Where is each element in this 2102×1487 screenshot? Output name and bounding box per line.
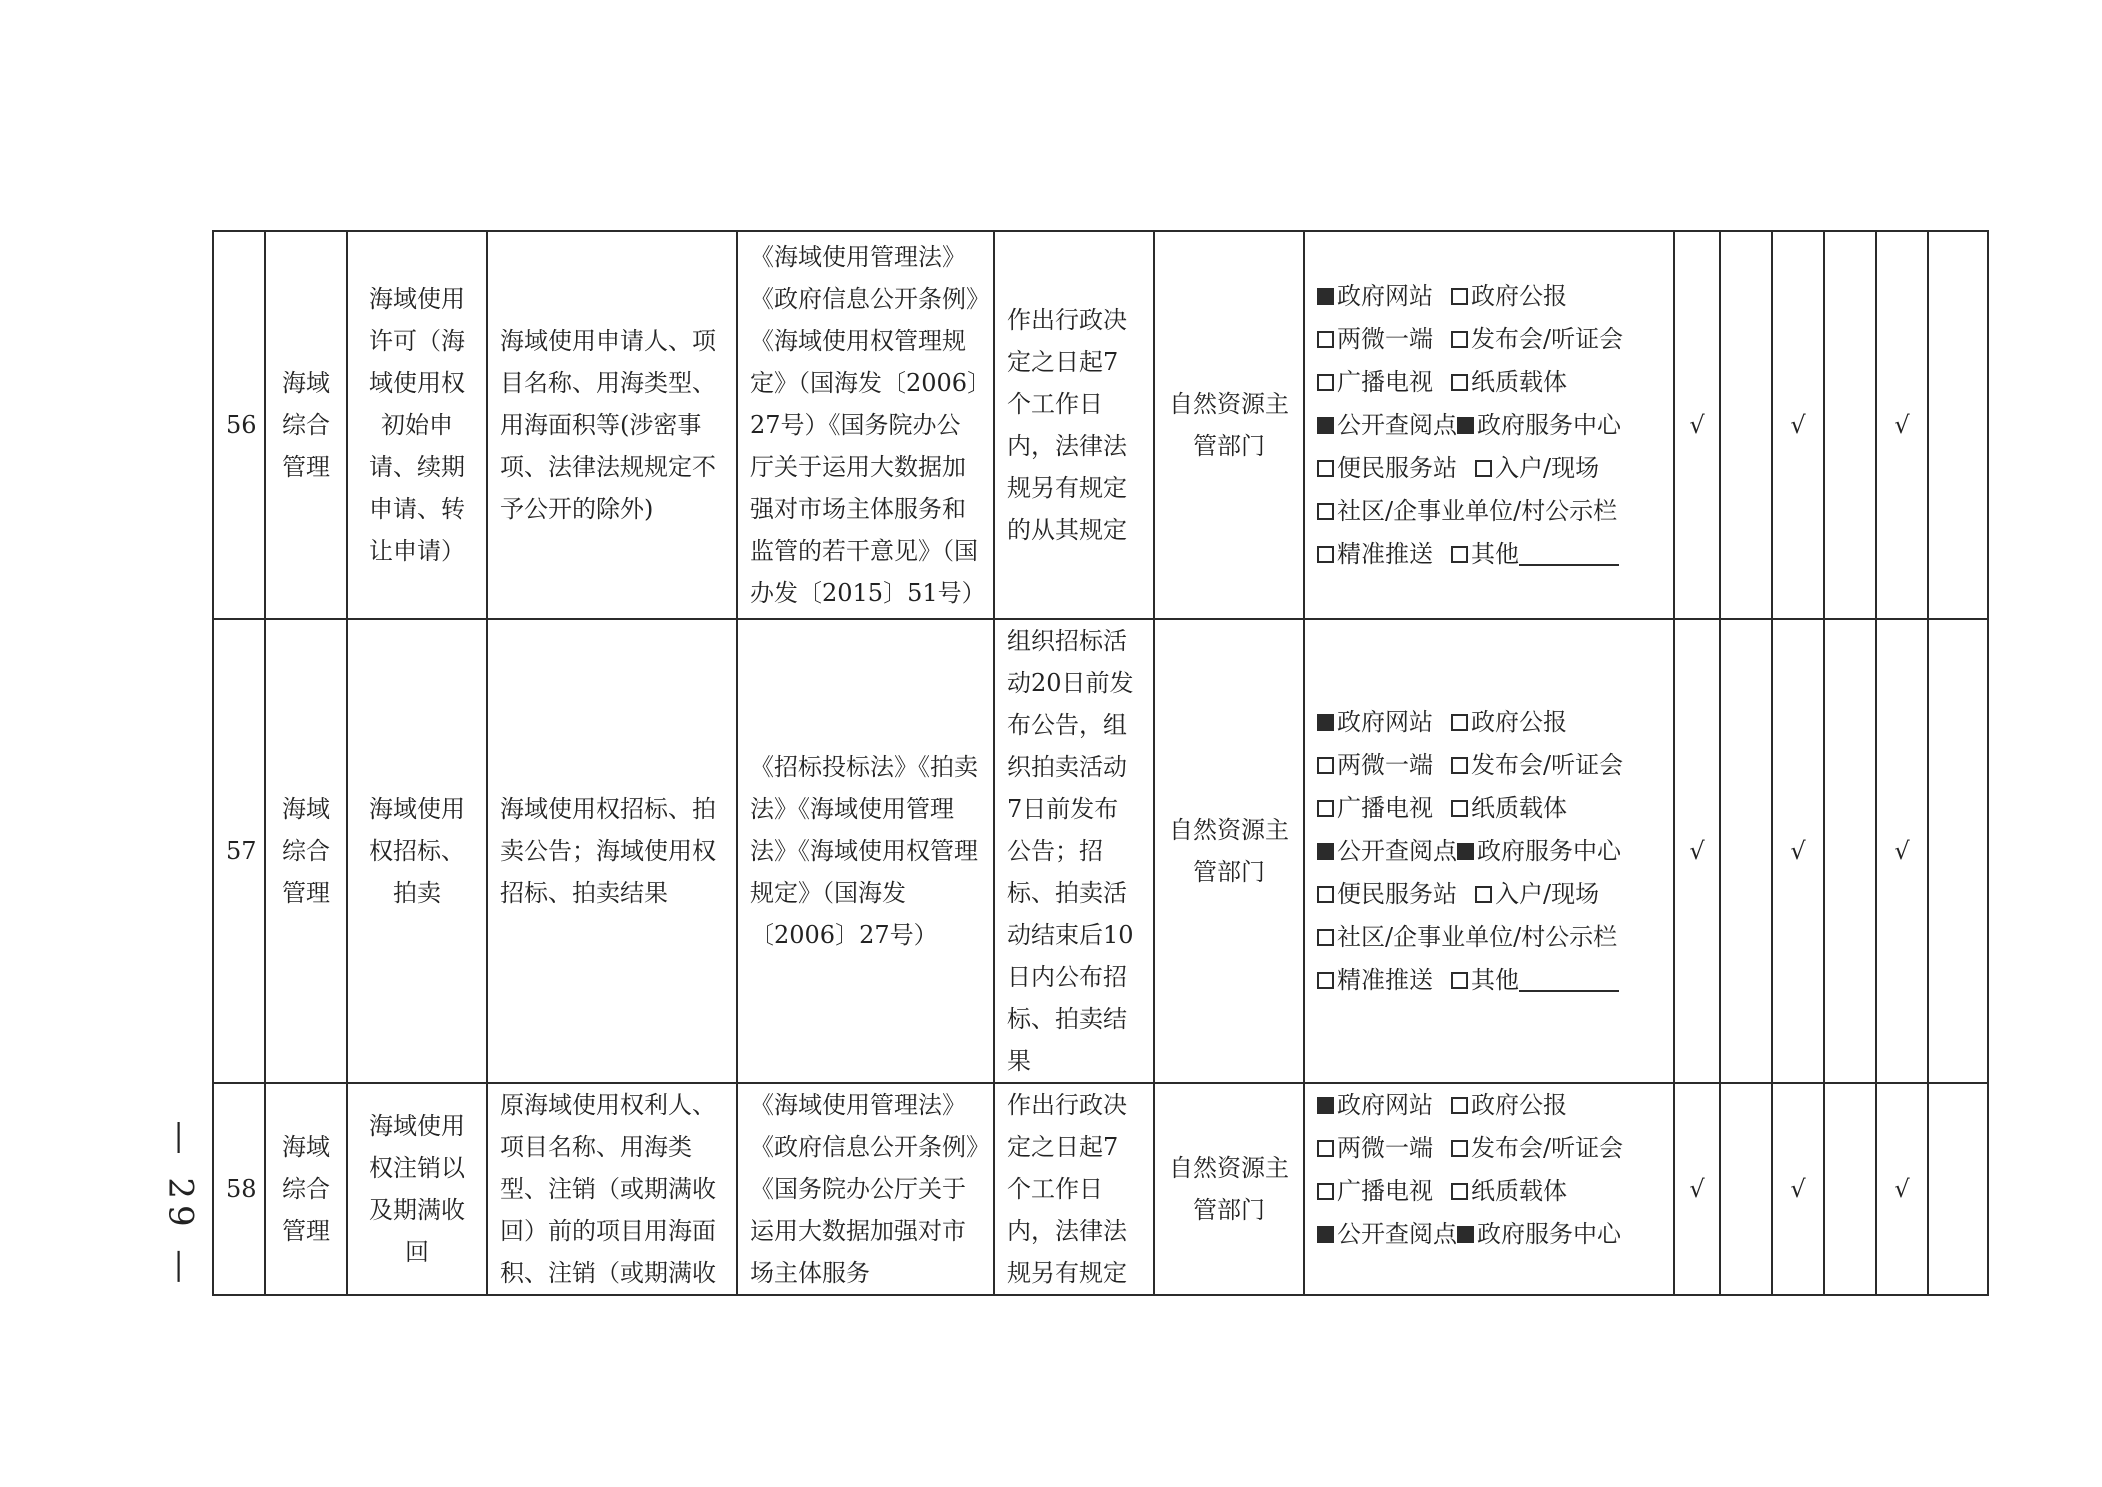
row-department: 自然资源主管部门 — [1154, 231, 1304, 619]
channel-line — [1317, 533, 1661, 576]
channel-line — [1317, 1084, 1661, 1127]
channel-label: 纸质载体 — [1471, 367, 1567, 396]
unchecked-box-icon — [1317, 1183, 1334, 1200]
channel-line — [1317, 701, 1661, 744]
row-basis: 《海域使用管理法》《政府信息公开条例》《海域使用权管理规定》（国海发〔2006〕27号）《国务院办公厅关于运用大数据加强对市场主体服务和监管的若干意见》（国办发〔2015〕51号） — [737, 231, 994, 619]
channel-line — [1317, 275, 1661, 318]
channel-line — [1317, 404, 1661, 447]
unchecked-box-icon — [1317, 757, 1334, 774]
channel-label: 公开查阅点 — [1337, 410, 1457, 439]
row-basis: 《招标投标法》《拍卖法》《海域使用管理法》《海域使用权管理规定》（国海发〔2006〕27号） — [737, 619, 994, 1083]
checked-box-icon — [1317, 417, 1334, 434]
mark-cell: √ — [1772, 231, 1824, 619]
row-time-limit: 组织招标活动20日前发布公告，组织拍卖活动7日前发布公告；招标、拍卖活动结束后10日内公布招标、拍卖结果 — [994, 619, 1154, 1083]
row-item: 海域使用权注销以及期满收回 — [347, 1083, 487, 1295]
unchecked-box-icon — [1317, 503, 1334, 520]
unchecked-box-icon — [1451, 374, 1468, 391]
channel-line — [1317, 1127, 1661, 1170]
channel-label: 政府服务中心 — [1477, 410, 1621, 439]
unchecked-box-icon — [1451, 288, 1468, 305]
row-item: 海域使用许可（海域使用权初始申请、续期申请、转让申请） — [347, 231, 487, 619]
mark-cell — [1720, 1083, 1772, 1295]
channel-label: 广播电视 — [1337, 1177, 1433, 1205]
channel-label: 社区/企事业单位/村公示栏 — [1337, 496, 1618, 525]
mark-cell: √ — [1674, 619, 1720, 1083]
unchecked-box-icon — [1317, 886, 1334, 903]
mark-cell — [1824, 1083, 1876, 1295]
page-number — [150, 1120, 210, 1290]
channel-line — [1317, 361, 1661, 404]
row-category: 海域综合管理 — [265, 1083, 347, 1295]
channel-label: 政府网站 — [1337, 707, 1433, 736]
row-department: 自然资源主管部门 — [1154, 619, 1304, 1083]
mark-cell: √ — [1876, 1083, 1928, 1295]
row-seq: 56 — [213, 231, 265, 619]
channel-label: 广播电视 — [1337, 793, 1433, 822]
row-content: 海域使用权招标、拍卖公告；海域使用权招标、拍卖结果 — [487, 619, 737, 1083]
channel-line — [1317, 873, 1661, 916]
unchecked-box-icon — [1317, 374, 1334, 391]
channel-line — [1317, 1213, 1661, 1256]
row-content: 海域使用申请人、项目名称、用海类型、用海面积等(涉密事项、法律法规规定不予公开的除外) — [487, 231, 737, 619]
channel-label: 纸质载体 — [1471, 793, 1567, 822]
mark-cell: √ — [1876, 231, 1928, 619]
row-time-limit: 作出行政决定之日起7个工作日内，法律法规另有规定 — [994, 1083, 1154, 1295]
unchecked-box-icon — [1317, 460, 1334, 477]
table-row — [213, 1083, 1988, 1295]
channel-label: 发布会/听证会 — [1471, 750, 1624, 779]
channel-label: 政府网站 — [1337, 1091, 1433, 1119]
row-channels — [1304, 231, 1674, 619]
row-item: 海域使用权招标、拍卖 — [347, 619, 487, 1083]
unchecked-box-icon — [1317, 972, 1334, 989]
channel-line — [1317, 744, 1661, 787]
row-seq: 57 — [213, 619, 265, 1083]
channel-label: 社区/企事业单位/村公示栏 — [1337, 922, 1618, 951]
channel-label: 政府公报 — [1471, 707, 1567, 736]
row-category: 海域综合管理 — [265, 619, 347, 1083]
channel-line — [1317, 318, 1661, 361]
unchecked-box-icon — [1317, 1140, 1334, 1157]
unchecked-box-icon — [1451, 1140, 1468, 1157]
mark-cell: √ — [1772, 619, 1824, 1083]
row-content: 原海域使用权利人、项目名称、用海类型、注销（或期满收回）前的项目用海面积、注销（或期满收 — [487, 1083, 737, 1295]
unchecked-box-icon — [1451, 757, 1468, 774]
channel-line — [1317, 490, 1661, 533]
unchecked-box-icon — [1317, 546, 1334, 563]
row-channels — [1304, 1083, 1674, 1295]
channel-label: 政府服务中心 — [1477, 1220, 1621, 1248]
mark-cell — [1928, 231, 1988, 619]
checked-box-icon — [1457, 417, 1474, 434]
channel-label: 政府公报 — [1471, 281, 1567, 310]
row-department: 自然资源主管部门 — [1154, 1083, 1304, 1295]
row-time-limit: 作出行政决定之日起7个工作日内，法律法规另有规定的从其规定 — [994, 231, 1154, 619]
unchecked-box-icon — [1317, 800, 1334, 817]
channel-line — [1317, 1170, 1661, 1213]
checked-box-icon — [1317, 843, 1334, 860]
unchecked-box-icon — [1451, 546, 1468, 563]
channel-label: 入户/现场 — [1495, 879, 1600, 908]
unchecked-box-icon — [1317, 929, 1334, 946]
mark-cell: √ — [1674, 1083, 1720, 1295]
channel-label: 两微一端 — [1337, 750, 1433, 779]
unchecked-box-icon — [1451, 331, 1468, 348]
channel-line — [1317, 959, 1661, 1002]
mark-cell — [1824, 231, 1876, 619]
channel-label: 精准推送 — [1337, 539, 1433, 568]
channel-label: 公开查阅点 — [1337, 1220, 1457, 1248]
channel-label: 政府公报 — [1471, 1091, 1567, 1119]
channel-label: 两微一端 — [1337, 324, 1433, 353]
channel-line — [1317, 787, 1661, 830]
mark-cell: √ — [1674, 231, 1720, 619]
checked-box-icon — [1457, 1226, 1474, 1243]
row-seq: 58 — [213, 1083, 265, 1295]
unchecked-box-icon — [1451, 1097, 1468, 1114]
checked-box-icon — [1317, 288, 1334, 305]
channel-label: 其他 — [1471, 539, 1519, 568]
unchecked-box-icon — [1451, 714, 1468, 731]
mark-cell — [1928, 1083, 1988, 1295]
unchecked-box-icon — [1475, 886, 1492, 903]
channel-line — [1317, 830, 1661, 873]
row-category: 海域综合管理 — [265, 231, 347, 619]
table-row — [213, 231, 1988, 619]
checked-box-icon — [1457, 843, 1474, 860]
unchecked-box-icon — [1451, 800, 1468, 817]
mark-cell: √ — [1772, 1083, 1824, 1295]
channel-label: 政府服务中心 — [1477, 836, 1621, 865]
checked-box-icon — [1317, 714, 1334, 731]
blank-line — [1519, 966, 1619, 992]
channel-line — [1317, 916, 1661, 959]
channel-label: 政府网站 — [1337, 281, 1433, 310]
blank-line — [1519, 540, 1619, 566]
unchecked-box-icon — [1451, 1183, 1468, 1200]
channel-label: 便民服务站 — [1337, 879, 1457, 908]
table-row — [213, 619, 1988, 1083]
channel-label: 入户/现场 — [1495, 453, 1600, 482]
channel-label: 发布会/听证会 — [1471, 1134, 1624, 1162]
channel-label: 便民服务站 — [1337, 453, 1457, 482]
channel-label: 两微一端 — [1337, 1134, 1433, 1162]
channel-line — [1317, 447, 1661, 490]
unchecked-box-icon — [1475, 460, 1492, 477]
mark-cell: √ — [1876, 619, 1928, 1083]
channel-label: 公开查阅点 — [1337, 836, 1457, 865]
channel-label: 纸质载体 — [1471, 1177, 1567, 1205]
unchecked-box-icon — [1451, 972, 1468, 989]
disclosure-table — [212, 230, 1989, 1296]
mark-cell — [1824, 619, 1876, 1083]
channel-label: 发布会/听证会 — [1471, 324, 1624, 353]
page-number-text: — 29 — — [160, 1120, 201, 1290]
mark-cell — [1720, 619, 1772, 1083]
unchecked-box-icon — [1317, 331, 1334, 348]
mark-cell — [1928, 619, 1988, 1083]
row-basis: 《海域使用管理法》《政府信息公开条例》《国务院办公厅关于运用大数据加强对市场主体服务 — [737, 1083, 994, 1295]
checked-box-icon — [1317, 1097, 1334, 1114]
mark-cell — [1720, 231, 1772, 619]
channel-label: 其他 — [1471, 965, 1519, 994]
row-channels — [1304, 619, 1674, 1083]
channel-label: 广播电视 — [1337, 367, 1433, 396]
channel-label: 精准推送 — [1337, 965, 1433, 994]
checked-box-icon — [1317, 1226, 1334, 1243]
